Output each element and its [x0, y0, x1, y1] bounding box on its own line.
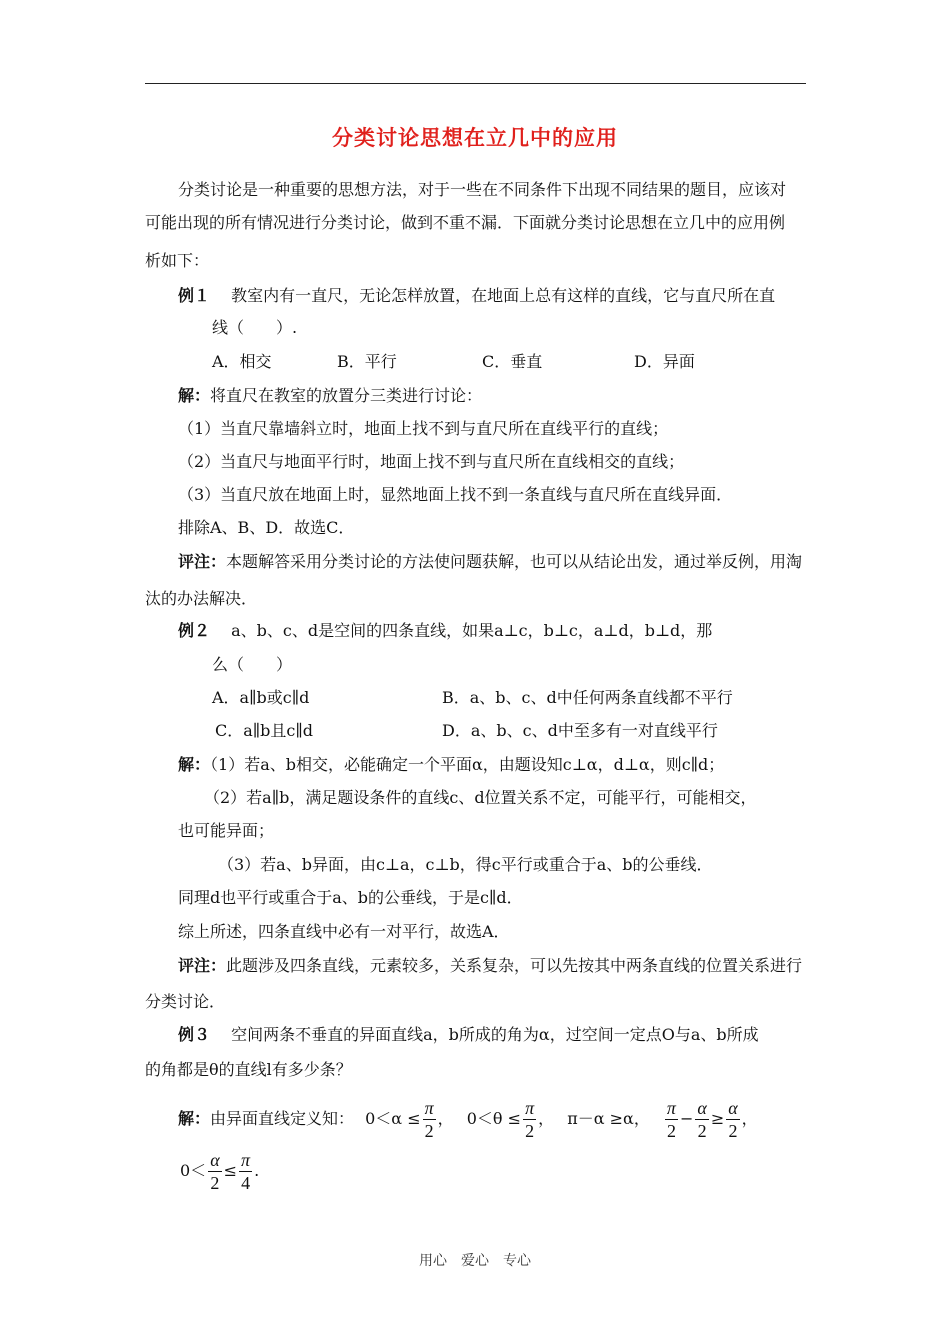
ex1-note-line-2: 汰的办法解决． [145, 589, 258, 608]
ex3-solution-formula-line-1: 解：由异面直线定义知： 0＜α ≤ $\frac{\pi}{2}$ ， 0＜θ ≤ $\frac{\pi}{2}$ ， π－α ≥α， $\frac{\pi}{2}$ − $\frac{\alpha}{2}$ ≥ $\frac{\alpha}{2}$ ， [178, 1098, 758, 1141]
intro-line-1: 分类讨论是一种重要的思想方法，对于一些在不同条件下出现不同结果的题目，应该对 [178, 180, 787, 199]
ex2-note-line-2: 分类讨论． [145, 992, 226, 1011]
ex2-question-line-2: 么（ ） [212, 655, 293, 674]
ex1-solution-1: （1）当直尺靠墙斜立时，地面上找不到与直尺所在直线平行的直线； [178, 419, 669, 438]
ex2-option-a: A．a∥b或c∥d [212, 688, 310, 707]
ex1-option-b: B．平行 [337, 352, 397, 371]
ex1-solution-3: （3）当直尺放在地面上时，显然地面上找不到一条直线与直尺所在直线异面． [178, 485, 733, 504]
header-rule [145, 83, 806, 84]
intro-line-2: 可能出现的所有情况进行分类讨论，做到不重不漏．下面就分类讨论思想在立几中的应用例 [145, 213, 786, 232]
fraction-pi-over-2: $\frac{\pi}{2}$ [424, 1098, 434, 1141]
ex1-option-d: D．异面 [634, 352, 695, 371]
ex2-question-line-1: 例２ a、b、c、d是空间的四条直线，如果a⊥c，b⊥c，a⊥d，b⊥d，那 [178, 621, 713, 640]
ex1-question-line-1: 例１ 教室内有一直尺，无论怎样放置，在地面上总有这样的直线，它与直尺所在直 [178, 286, 776, 305]
ex1-solution-4: 排除A、B、D．故选C． [178, 518, 355, 537]
fraction-alpha-over-2: $\frac{\alpha}{2}$ [728, 1098, 738, 1141]
ex1-solution-2: （2）当直尺与地面平行时，地面上找不到与直尺所在直线相交的直线； [178, 452, 685, 471]
page-title: 分类讨论思想在立几中的应用 [332, 126, 618, 150]
fraction-alpha-over-2: $\frac{\alpha}{2}$ [210, 1150, 220, 1193]
ex1-question-line-2: 线（ ）. [212, 318, 298, 337]
ex3-question-line-1: 例３ 空间两条不垂直的异面直线a，b所成的角为α，过空间一定点O与a、b所成 [178, 1025, 759, 1044]
ex1-note-line-1: 评注：本题解答采用分类讨论的方法使问题获解，也可以从结论出发，通过举反例，用淘 [178, 552, 803, 571]
page-footer: 用心 爱心 专心 [419, 1253, 531, 1269]
fraction-alpha-over-2: $\frac{\alpha}{2}$ [697, 1098, 707, 1141]
ex2-solution-1: 解：（1）若a、b相交，必能确定一个平面α，由题设知c⊥α，d⊥α，则c∥d； [178, 755, 725, 774]
ex2-solution-2a: （2）若a∥b，满足题设条件的直线c、d位置关系不定，可能平行，可能相交， [204, 788, 757, 807]
fraction-pi-over-2: $\frac{\pi}{2}$ [525, 1098, 535, 1141]
ex1-option-c: C．垂直 [482, 352, 543, 371]
ex3-solution-formula-line-2: 0＜ $\frac{\alpha}{2}$ ≤ $\frac{\pi}{4}$ . [180, 1150, 260, 1193]
ex3-question-line-2: 的角都是θ的直线l有多少条？ [145, 1060, 352, 1079]
fraction-pi-over-4: $\frac{\pi}{4}$ [241, 1150, 251, 1193]
ex2-option-b: B．a、b、c、d中任何两条直线都不平行 [442, 688, 733, 707]
ex2-solution-4: 同理d也平行或重合于a、b的公垂线，于是c∥d． [178, 888, 523, 907]
intro-line-3: 析如下： [145, 251, 210, 270]
fraction-pi-over-2: $\frac{\pi}{2}$ [666, 1098, 676, 1141]
ex2-solution-3: （3）若a、b异面，由c⊥a，c⊥b，得c平行或重合于a、b的公垂线． [218, 855, 713, 874]
ex1-label: 例１ [178, 286, 211, 305]
ex1-solution-intro: 解：将直尺在教室的放置分三类进行讨论： [178, 386, 483, 405]
ex2-option-d: D．a、b、c、d中至多有一对直线平行 [442, 721, 718, 740]
ex2-solution-2b: 也可能异面； [178, 821, 275, 840]
ex2-note-line-1: 评注：此题涉及四条直线，元素较多，关系复杂，可以先按其中两条直线的位置关系进行 [178, 956, 803, 975]
ex2-option-c: C．a∥b且c∥d [215, 721, 314, 740]
ex1-option-a: A．相交 [212, 352, 272, 371]
ex2-solution-5: 综上所述，四条直线中必有一对平行，故选A． [178, 922, 510, 941]
